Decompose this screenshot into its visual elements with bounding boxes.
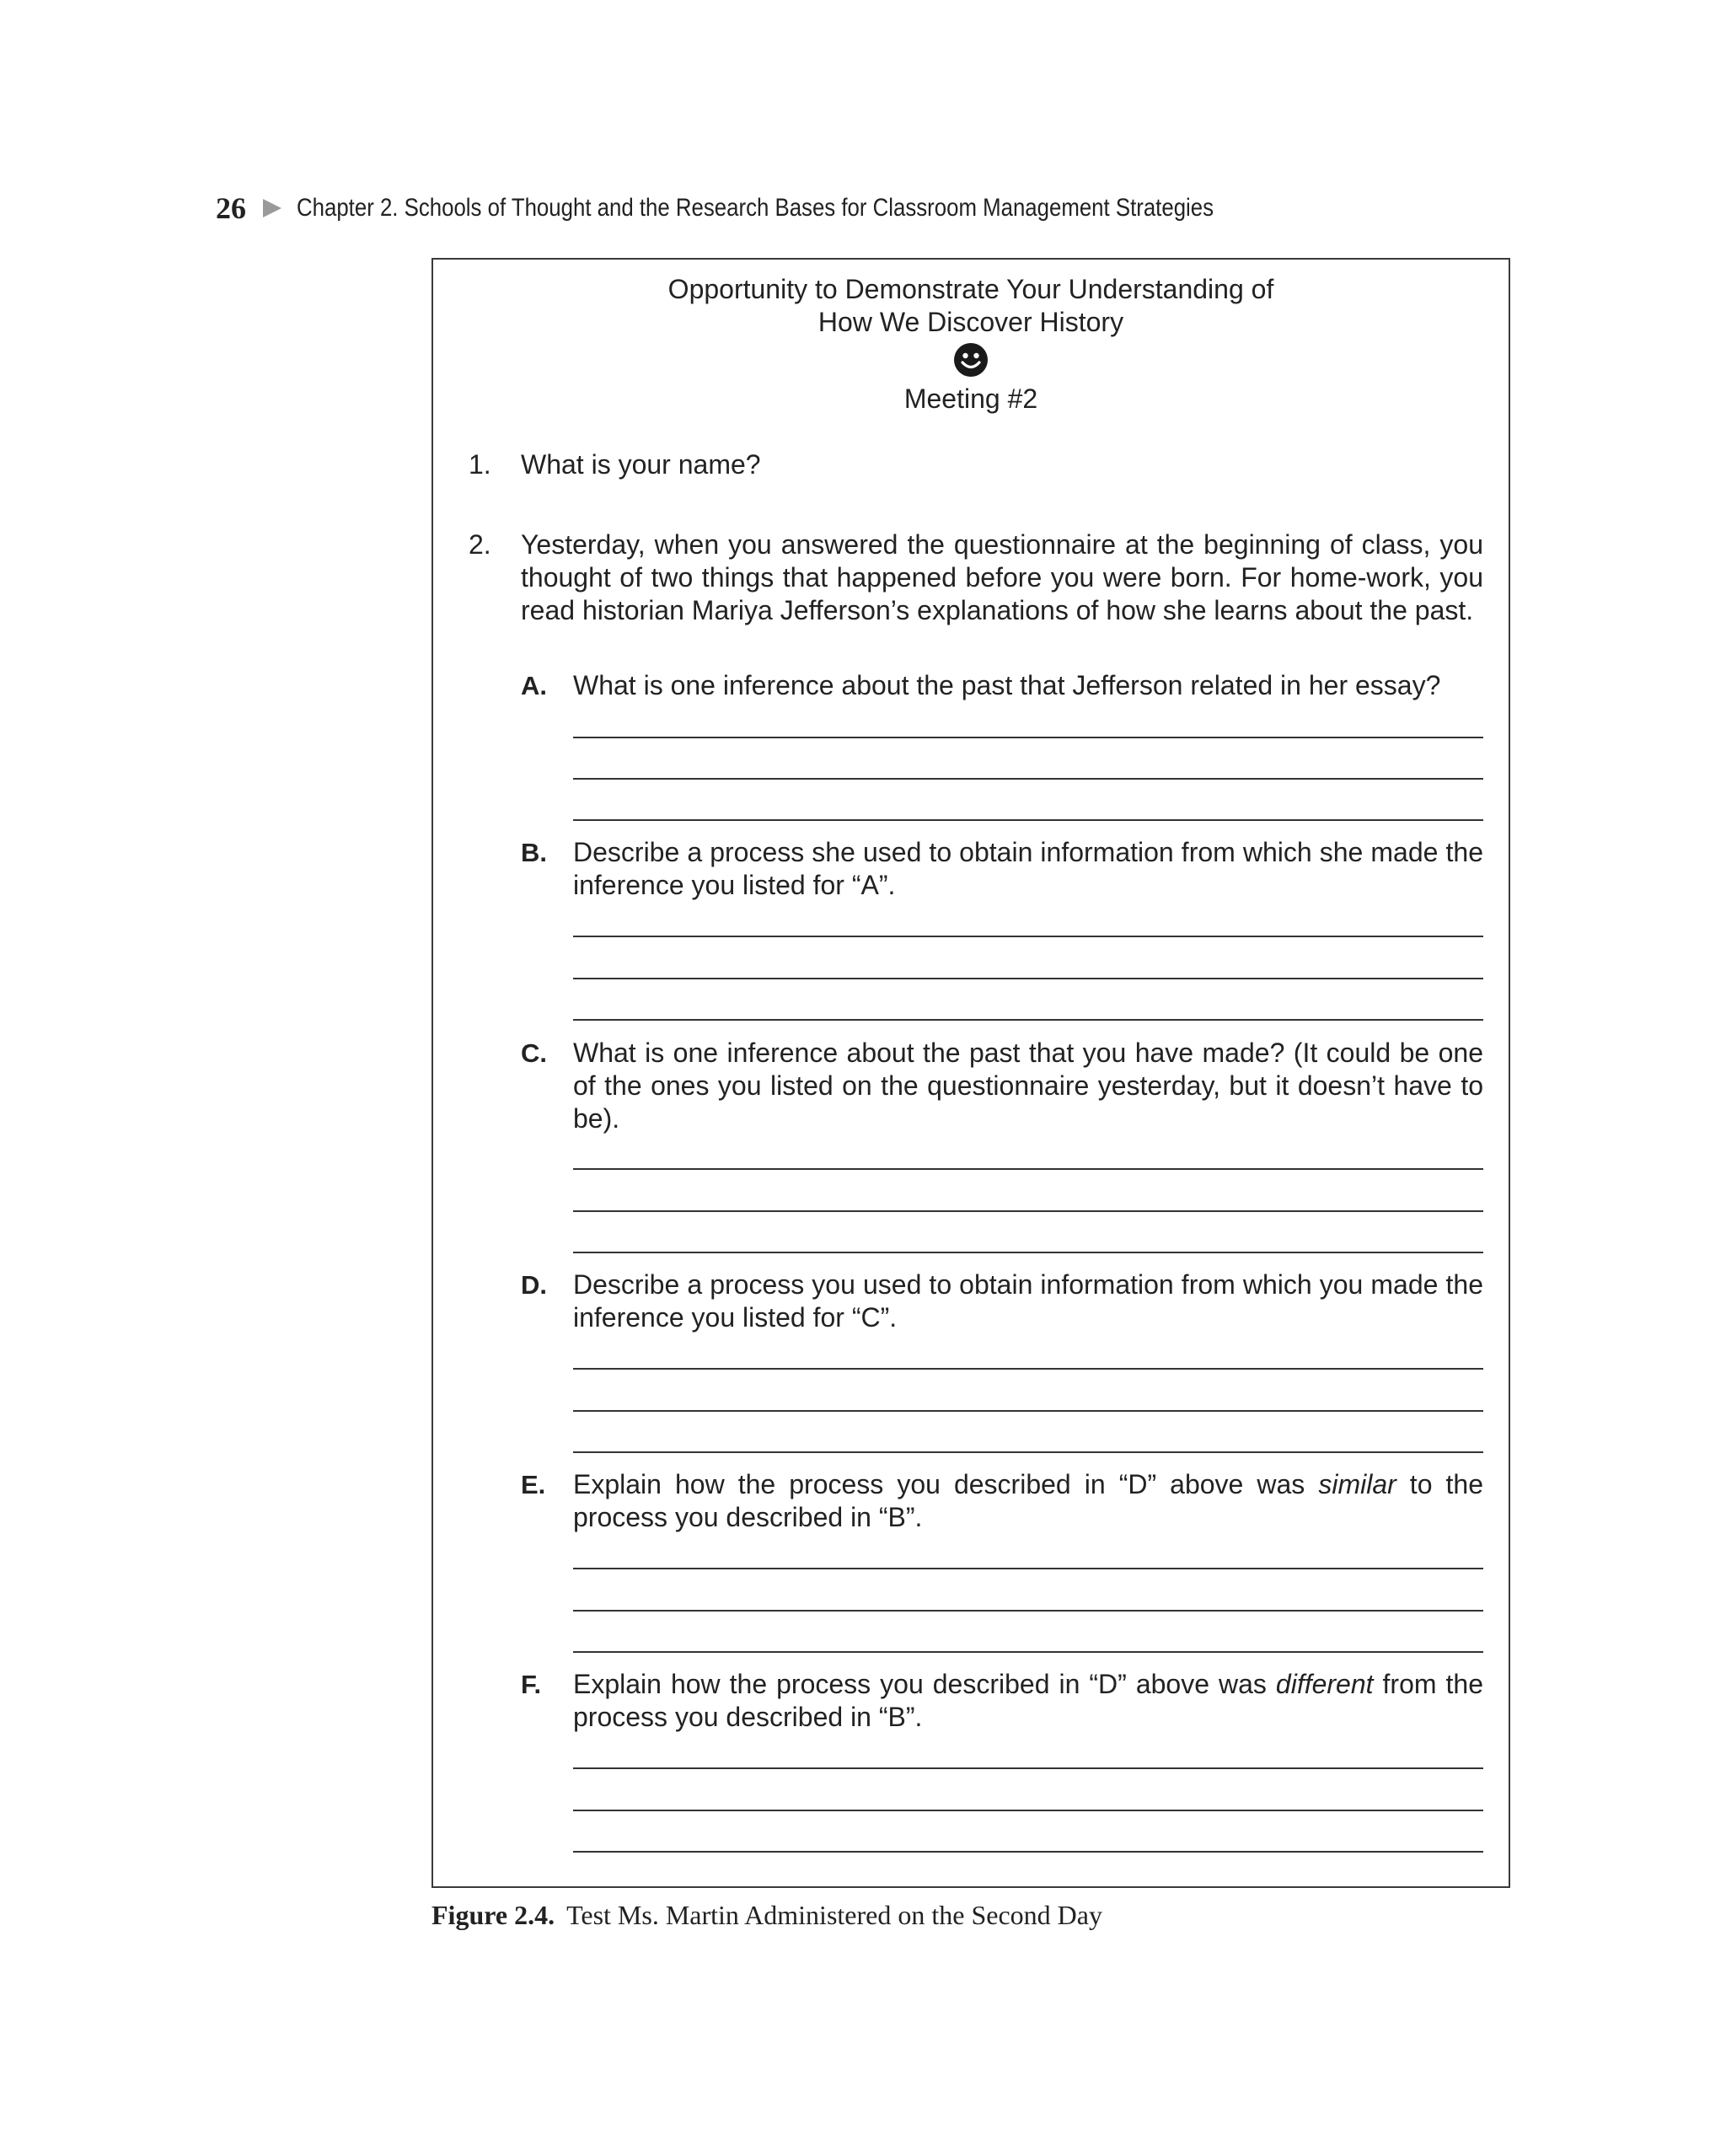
question-1-text: What is your name?: [521, 449, 761, 480]
answer-line[interactable]: [573, 1210, 1483, 1212]
subquestion-e-emphasis: similar: [1318, 1469, 1396, 1499]
subquestion-f-text-end: from the process you described in “B”.: [573, 1669, 1484, 1732]
smiley-face-icon: [953, 342, 989, 378]
subquestion-b-letter: B.: [521, 838, 547, 867]
figure-caption-label: Figure 2.4.: [432, 1900, 555, 1930]
question-2-text: Yesterday, when you answered the questionnaire at the beginning of class, you thought of two things that happened before you were born. For home-work, you read historian Mariya Jefferson’s explanations of how she learns about the past.: [521, 529, 1483, 625]
subquestion-c-letter: C.: [521, 1038, 547, 1068]
answer-line[interactable]: [573, 1651, 1483, 1653]
subquestion-f-emphasis: different: [1275, 1669, 1374, 1699]
answer-line[interactable]: [573, 737, 1483, 738]
subquestion-d-text: Describe a process you used to obtain information from which you made the inference you listed for “C”.: [573, 1269, 1483, 1333]
answer-line[interactable]: [573, 1410, 1483, 1412]
meeting-label: Meeting #2: [903, 383, 1038, 414]
subquestion-e-text-start: Explain how the process you described in “D” above was: [573, 1469, 1319, 1499]
answer-line[interactable]: [573, 936, 1483, 937]
answer-line[interactable]: [573, 1767, 1483, 1769]
question-1-number: 1.: [469, 449, 491, 480]
subquestion-f-text: [573, 1668, 1483, 1734]
worksheet-figure: [432, 258, 1510, 1888]
subquestion-a-letter: A.: [521, 671, 547, 700]
answer-line[interactable]: [573, 1851, 1483, 1853]
subquestion-f-letter: F.: [521, 1670, 542, 1699]
figure-caption-text: Test Ms. Martin Administered on the Second Day: [566, 1900, 1102, 1930]
answer-line[interactable]: [573, 778, 1483, 780]
answer-line[interactable]: [573, 1368, 1483, 1370]
question-2-number: 2.: [469, 529, 491, 560]
answer-line[interactable]: [573, 1019, 1483, 1021]
subquestion-c-text: What is one inference about the past that you have made? (It could be one of the ones you listed on the questionnaire yesterday, but it doesn’t have to be).: [573, 1038, 1483, 1134]
arrow-right-icon: [263, 199, 281, 217]
page-number: 26: [216, 191, 246, 225]
subquestion-b-text: Describe a process she used to obtain information from which she made the inference you listed for “A”.: [573, 837, 1483, 900]
subquestion-d-letter: D.: [521, 1270, 547, 1300]
figure-caption: [432, 1898, 1102, 1932]
subquestion-a-text: What is one inference about the past that Jefferson related in her essay?: [573, 670, 1441, 700]
chapter-title: Chapter 2. Schools of Thought and the Research Bases for Classroom Management Strategies: [297, 194, 1214, 222]
answer-line[interactable]: [573, 1252, 1483, 1253]
answer-line[interactable]: [573, 1168, 1483, 1170]
subquestion-e-text: [573, 1468, 1483, 1534]
worksheet-title-line-1: Opportunity to Demonstrate Your Understanding of: [667, 274, 1274, 304]
answer-line[interactable]: [573, 1610, 1483, 1612]
running-header: [216, 187, 1363, 229]
answer-line[interactable]: [573, 1451, 1483, 1453]
subquestion-f-text-start: Explain how the process you described in “D” above was: [573, 1669, 1276, 1699]
worksheet-title-line-2: How We Discover History: [817, 307, 1124, 337]
subquestion-e-text-end: to the process you described in “B”.: [573, 1469, 1484, 1532]
answer-line[interactable]: [573, 978, 1483, 979]
answer-line[interactable]: [573, 1568, 1483, 1569]
answer-line[interactable]: [573, 819, 1483, 821]
subquestion-e-letter: E.: [521, 1470, 546, 1499]
answer-line[interactable]: [573, 1810, 1483, 1811]
